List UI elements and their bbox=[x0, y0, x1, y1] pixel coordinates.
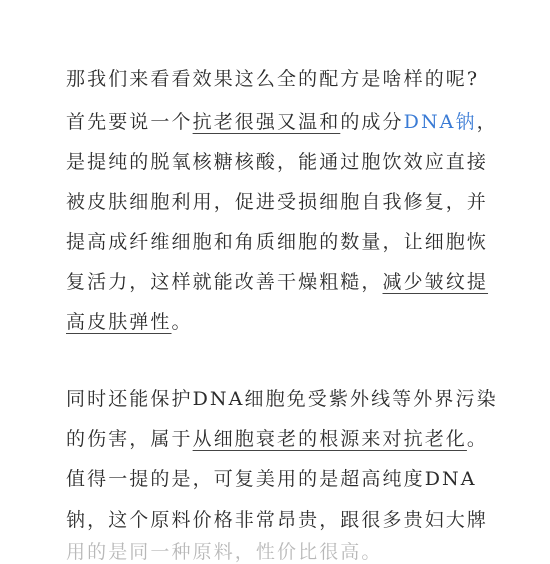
text-segment: 钠，这个原料价格非常昂贵，跟很多贵妇大牌 bbox=[66, 509, 489, 531]
underlined-phrase-elasticity: 高皮肤弹性 bbox=[66, 311, 172, 333]
paragraph-1-line-5 bbox=[66, 230, 488, 254]
text-segment: 是提纯的脱氧核糖核酸，能通过胞饮效应直接 bbox=[66, 151, 489, 173]
paragraph-2-line-4 bbox=[66, 508, 488, 532]
highlighted-ingredient: DNA钠 bbox=[403, 111, 477, 133]
text-segment: ， bbox=[476, 111, 498, 133]
text-segment: 值得一提的是，可复美用的是超高纯度DNA bbox=[66, 468, 477, 490]
text-segment: 复活力，这样就能改善干燥粗糙， bbox=[66, 271, 383, 293]
paragraph-1-line-4 bbox=[66, 190, 488, 214]
paragraph-2-line-3 bbox=[66, 467, 477, 491]
paragraph-1-line-7 bbox=[66, 310, 193, 334]
text-segment: 。 bbox=[466, 428, 489, 450]
text-segment: 同时还能保护DNA细胞免受紫外线等外界污染 bbox=[66, 388, 498, 410]
text-segment: 的伤害，属于 bbox=[66, 428, 193, 450]
paragraph-2-line-2 bbox=[66, 427, 488, 451]
paragraph-1-line-2 bbox=[66, 110, 498, 134]
underlined-phrase-wrinkles: 减少皱纹提 bbox=[382, 271, 489, 293]
paragraph-2-line-5-partial bbox=[66, 540, 383, 564]
text-segment: 。 bbox=[171, 311, 193, 333]
text-segment: 被皮肤细胞利用，促进受损细胞自我修复，并 bbox=[66, 191, 489, 213]
text-segment: 提高成纤维细胞和角质细胞的数量，让细胞恢 bbox=[66, 231, 489, 253]
text-segment: 首先要说一个 bbox=[66, 111, 193, 133]
paragraph-1-line-3 bbox=[66, 150, 488, 174]
underlined-phrase-root-cause: 从细胞衰老的根源来对抗老化 bbox=[192, 428, 467, 450]
paragraph-1-line-1 bbox=[66, 67, 479, 91]
text-segment: 的成分 bbox=[340, 111, 404, 133]
paragraph-2-line-1 bbox=[66, 387, 498, 411]
text-segment: 那我们来看看效果这么全的配方是啥样的呢? bbox=[66, 68, 480, 90]
underlined-phrase-anti-aging: 抗老很强又温和 bbox=[192, 111, 341, 133]
text-segment: 用的是同一种原料，性价比很高。 bbox=[66, 541, 383, 563]
paragraph-1-line-6 bbox=[66, 270, 488, 294]
